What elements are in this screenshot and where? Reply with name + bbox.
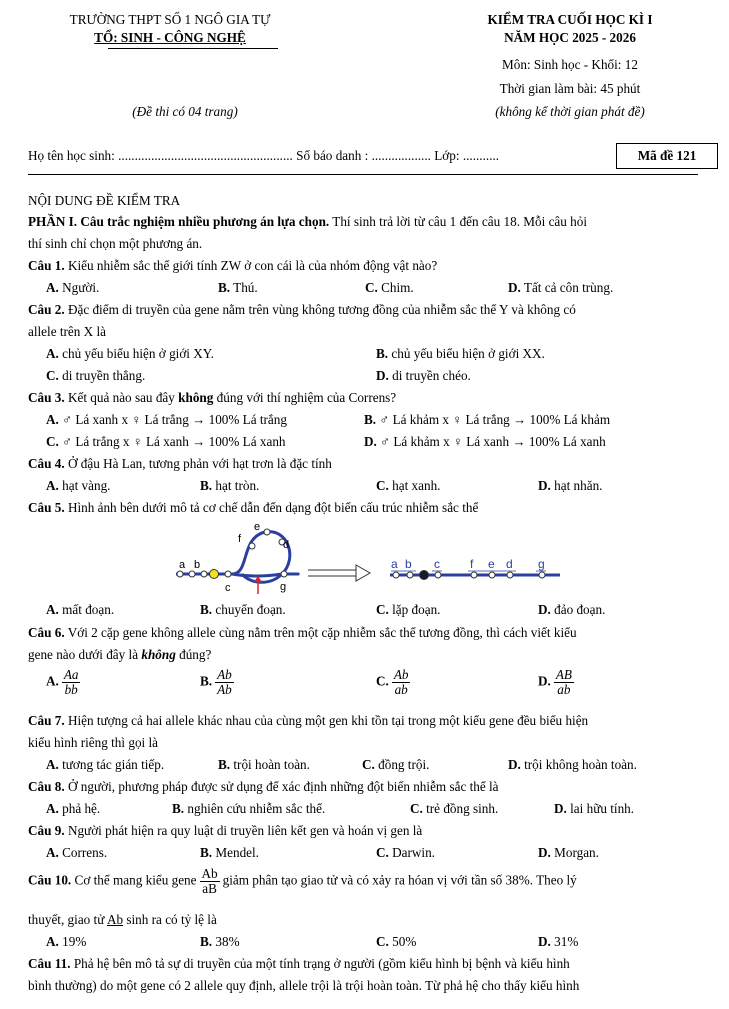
chromosome-before <box>176 521 298 594</box>
question-4: Câu 4. Ở đậu Hà Lan, tương phản với hạt trơn là đặc tính <box>28 456 332 471</box>
label-f: f <box>238 533 242 545</box>
chromosome-after <box>390 557 560 580</box>
q4-option-b: B. hạt tròn. <box>200 478 260 493</box>
label-a2: a <box>391 557 398 571</box>
department-label: TỔ: SINH - CÔNG NGHỆ <box>94 30 246 45</box>
page-count: (Đề thi có 04 trang) <box>132 104 238 119</box>
q1-text: Kiểu nhiễm sắc thể giới tính ZW ở con cái là của nhóm động vật nào? <box>64 258 438 273</box>
q7-option-c: C. đồng trội. <box>362 757 430 772</box>
q8-option-c: C. trẻ đồng sinh. <box>410 801 499 816</box>
label-b: b <box>194 559 201 571</box>
q3-option-c: C. ♂ Lá trắng x ♀ Lá xanh → 100% Lá xanh <box>46 434 286 449</box>
part1-instruction: Thí sinh trả lời từ câu 1 đến câu 18. Mỗi câu hỏi <box>329 214 588 229</box>
header-divider <box>108 48 278 49</box>
q8-option-a: A. phả hệ. <box>46 801 101 816</box>
label-c: c <box>225 582 231 594</box>
q2-option-b: B. chủ yếu biểu hiện ở giới XX. <box>376 346 545 361</box>
question-10: Câu 10. Cơ thể mang kiểu gene $\frac{Ab}{aB}$ giảm phân tạo giao tử và có xảy ra hóan vị với tần số 38%. Theo lý <box>28 866 577 896</box>
q9-option-b: B. Mendel. <box>200 845 259 860</box>
question-6-cont: gene nào dưới đây là không đúng? <box>28 647 212 662</box>
question-8: Câu 8. Ở người, phương pháp được sử dụng để xác định những đột biến nhiễm sắc thể là <box>28 779 499 794</box>
q7-option-b: B. trội hoàn toàn. <box>218 757 310 772</box>
question-9: Câu 9. Người phát hiện ra quy luật di truyền liên kết gen và hoán vị gen là <box>28 823 423 838</box>
q9-option-a: A. Correns. <box>46 845 108 860</box>
q3-option-a: A. ♂ Lá xanh x ♀ Lá trắng → 100% Lá trắng <box>46 412 287 427</box>
transform-arrow <box>308 565 370 581</box>
q4-option-a: A. hạt vàng. <box>46 478 111 493</box>
q7-option-d: D. trội không hoàn toàn. <box>508 757 637 772</box>
label-g: g <box>280 581 287 593</box>
q10-option-d: D. 31% <box>538 934 579 949</box>
q2-option-a: A. chủ yếu biểu hiện ở giới XY. <box>46 346 214 361</box>
question-11: Câu 11. Phả hệ bên mô tả sự di truyền của một tính trạng ở người (gồm kiểu hình bị bệnh và kiểu hình <box>28 956 570 971</box>
q3-option-b: B. ♂ Lá khảm x ♀ Lá trắng → 100% Lá khảm <box>364 412 611 427</box>
question-2-cont: allele trên X là <box>28 324 106 339</box>
label-b2: b <box>405 557 412 571</box>
label-f2: f <box>470 557 474 571</box>
q1-option-c: C. Chim. <box>365 280 414 295</box>
q5-option-b: B. chuyển đoạn. <box>200 602 286 617</box>
department <box>40 30 300 46</box>
q1-option-d: D. Tất cả côn trùng. <box>508 280 614 295</box>
label-a: a <box>179 559 186 571</box>
question-6: Câu 6. Với 2 cặp gene không allele cùng nằm trên một cặp nhiễm sắc thể tương đồng, thì cách viết kiểu <box>28 625 577 640</box>
q6-option-b: B. $\frac{Ab}{Ab}$ <box>200 667 232 697</box>
q1-option-a: A. Người. <box>46 280 100 295</box>
q7-option-a: A. tương tác gián tiếp. <box>46 757 165 772</box>
q4-option-d: D. hạt nhăn. <box>538 478 603 493</box>
time-limit: Thời gian làm bài: 45 phút <box>499 81 641 96</box>
q6-option-a: A. $\frac{Aa}{bb}$ <box>46 667 79 697</box>
q10-option-b: B. 38% <box>200 934 240 949</box>
label-e: e <box>254 521 261 533</box>
school-year: NĂM HỌC 2025 - 2026 <box>504 30 636 45</box>
question-11-cont: bình thường) do một gene có 2 allele quy định, allele trội là trội hoàn toàn. Từ phả hệ cho thấy kiểu hình <box>28 978 580 993</box>
q8-option-d: D. lai hữu tính. <box>554 801 635 816</box>
q4-option-c: C. hạt xanh. <box>376 478 441 493</box>
q1-option-b: B. Thú. <box>218 280 258 295</box>
label-e2: e <box>488 557 495 571</box>
part1-instruction-2: thí sinh chỉ chọn một phương án. <box>28 236 203 251</box>
subject: Môn: Sinh học - Khối: 12 <box>502 57 638 72</box>
q9-option-d: D. Morgan. <box>538 845 599 860</box>
q5-option-a: A. mất đoạn. <box>46 602 115 617</box>
part1-title: PHẦN I. Câu trắc nghiệm nhiều phương án lựa chọn. <box>28 214 330 229</box>
question-3: Câu 3. Kết quả nào sau đây không đúng với thí nghiệm của Correns? <box>28 390 397 405</box>
question-10-cont: thuyết, giao tử Ab sinh ra có tỷ lệ là <box>28 912 217 927</box>
content-heading: NỘI DUNG ĐỀ KIỂM TRA <box>28 193 181 208</box>
q2-option-d: D. di truyền chéo. <box>376 368 471 383</box>
label-g2: g <box>538 557 545 571</box>
school-name: TRƯỜNG THPT SỐ 1 NGÔ GIA TỰ <box>69 12 271 27</box>
part1-intro <box>28 214 587 230</box>
question-7-cont: kiểu hình riêng thì gọi là <box>28 735 159 750</box>
question-1 <box>28 258 437 274</box>
chromosome-inversion-figure <box>170 518 570 598</box>
question-7: Câu 7. Hiện tượng cả hai allele khác nhau của cùng một gen khi tồn tại trong một kiểu gene đều biểu hiện <box>28 713 589 728</box>
question-2: Câu 2. Đặc điểm di truyền của gene nằm trên vùng không tương đồng của nhiễm sắc thể Y và không có <box>28 302 576 317</box>
time-note: (không kể thời gian phát đề) <box>495 104 645 119</box>
q10-option-c: C. 50% <box>376 934 417 949</box>
label-d2: d <box>506 557 513 571</box>
q10-option-a: A. 19% <box>46 934 87 949</box>
q8-option-b: B. nghiên cứu nhiễm sắc thể. <box>172 801 326 816</box>
student-info-line: Họ tên học sinh: ..................................................... Số báo danh : .................. Lớp: ........... <box>28 148 500 163</box>
q6-option-c: C. $\frac{Ab}{ab}$ <box>376 667 409 697</box>
exam-title: KIỂM TRA CUỐI HỌC KÌ I <box>487 12 653 27</box>
q3-option-d: D. ♂ Lá khảm x ♀ Lá xanh → 100% Lá xanh <box>364 434 606 449</box>
q6-option-d: D. $\frac{AB}{ab}$ <box>538 667 572 697</box>
label-d: d <box>283 539 290 551</box>
label-c2: c <box>434 557 440 571</box>
q9-option-c: C. Darwin. <box>376 845 435 860</box>
q5-option-c: C. lặp đoạn. <box>376 602 441 617</box>
question-5: Câu 5. Hình ảnh bên dưới mô tả cơ chế dẫn đến dạng đột biến cấu trúc nhiễm sắc thể <box>28 500 479 515</box>
exam-code-box: Mã đề 121 <box>616 143 718 169</box>
q1-label: Câu 1. <box>28 258 65 273</box>
q2-option-c: C. di truyền thẳng. <box>46 368 146 383</box>
q5-option-d: D. đảo đoạn. <box>538 602 606 617</box>
separator-line <box>28 174 698 175</box>
